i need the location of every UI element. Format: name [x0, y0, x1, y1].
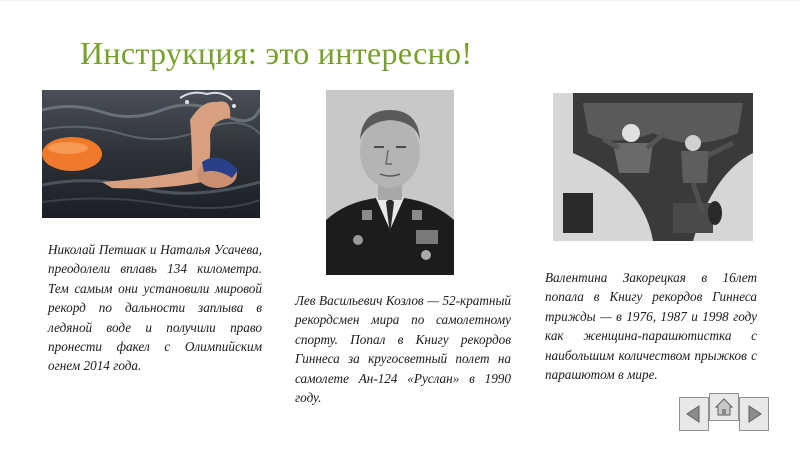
parachutists-photo: [553, 93, 753, 241]
home-button[interactable]: [709, 393, 739, 421]
next-slide-button[interactable]: [739, 397, 769, 431]
zakoretskaya-caption: Валентина Закорецкая в 16лет попала в Книгу рекордов Гиннеса трижды — в 1976, 1987 и 1998 году как женщина-парашютистка с наибольшим количеством прыжков с парашютом в мире.: [545, 270, 757, 383]
swimmer-photo: [42, 90, 260, 218]
slide-title: Инструкция: это интересно!: [80, 35, 473, 71]
triangle-left-icon: [684, 404, 704, 424]
previous-slide-button[interactable]: [679, 397, 709, 431]
kozlov-portrait: [326, 90, 454, 275]
triangle-right-icon: [744, 404, 764, 424]
swimmers-caption: Николай Петшак и Наталья Усачева, преодолели вплавь 134 километра. Тем самым они установили мировой рекорд по дальности заплыва в ледяной воде и получили право пронести факел с Олимпийским огнем 2014 года.: [48, 242, 262, 374]
house-icon: [714, 397, 734, 417]
kozlov-caption: Лев Васильевич Козлов — 52-кратный рекордсмен мира по самолетному спорту. Попал в Книгу рекордов Гиннеса за кругосветный полет на самолете Ан-124 «Руслан» в 1990 году.: [295, 293, 511, 406]
